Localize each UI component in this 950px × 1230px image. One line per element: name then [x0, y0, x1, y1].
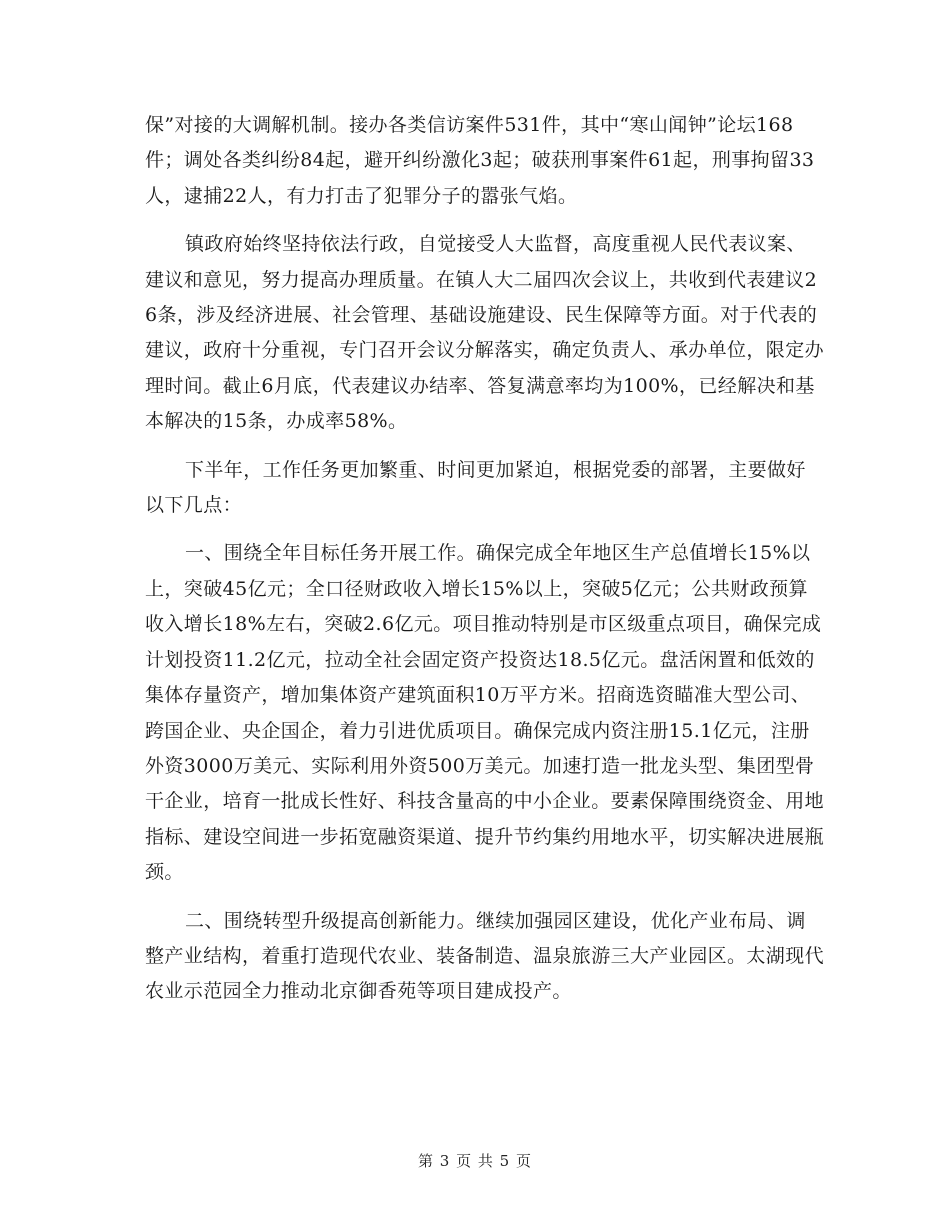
paragraph-mediation-summary: 保”对接的大调解机制。接办各类信访案件531件，其中“寒山闻钟”论坛168件；调处各类纠纷84起，避开纠纷激化3起；破获刑事案件61起，刑事拘留33人，逮捕22人，有力打击了犯罪分子的嚣张气焰。: [145, 114, 815, 207]
document-body: [145, 108, 825, 1010]
paragraph-congress-supervision: 镇政府始终坚持依法行政，自觉接受人大监督，高度重视人民代表议案、建议和意见，努力提高办理质量。在镇人大二届四次会议上，共收到代表建议26条，涉及经济进展、社会管理、基础设施建设、民生保障等方面。对于代表的建议，政府十分重视，专门召开会议分解落实，确定负责人、承办单位，限定办理时间。截止6月底，代表建议办结率、答复满意率均为100%，已经解决和基本解决的15条，办成率58%。: [145, 233, 825, 433]
page-footer: [0, 1150, 950, 1171]
paragraph-transformation-upgrade: 二、围绕转型升级提高创新能力。继续加强园区建设，优化产业布局、调整产业结构，着重打造现代农业、装备制造、温泉旅游三大产业园区。太湖现代农业示范园全力推动北京御香苑等项目建成投产。: [145, 909, 825, 1003]
paragraph-annual-targets: 一、围绕全年目标任务开展工作。确保完成全年地区生产总值增长15%以上，突破45亿元；全口径财政收入增长15%以上，突破5亿元；公共财政预算收入增长18%左右，突破2.6亿元。项目推动特别是市区级重点项目，确保完成计划投资11.2亿元，拉动全社会固定资产投资达18.5亿元。盘活闲置和低效的集体存量资产，增加集体资产建筑面积10万平方米。招商选资瞄准大型公司、跨国企业、央企国企，着力引进优质项目。确保完成内资注册15.1亿元，注册外资3000万美元、实际利用外资500万美元。加速打造一批龙头型、集团型骨干企业，培育一批成长性好、科技含量高的中小企业。要素保障围绕资金、用地指标、建设空间进一步拓宽融资渠道、提升节约集约用地水平，切实解决进展瓶颈。: [145, 542, 825, 884]
paragraph-second-half-intro: 下半年，工作任务更加繁重、时间更加紧迫，根据党委的部署，主要做好以下几点：: [145, 458, 806, 517]
page-number-indicator: 第 3 页 共 5 页: [418, 1152, 532, 1170]
